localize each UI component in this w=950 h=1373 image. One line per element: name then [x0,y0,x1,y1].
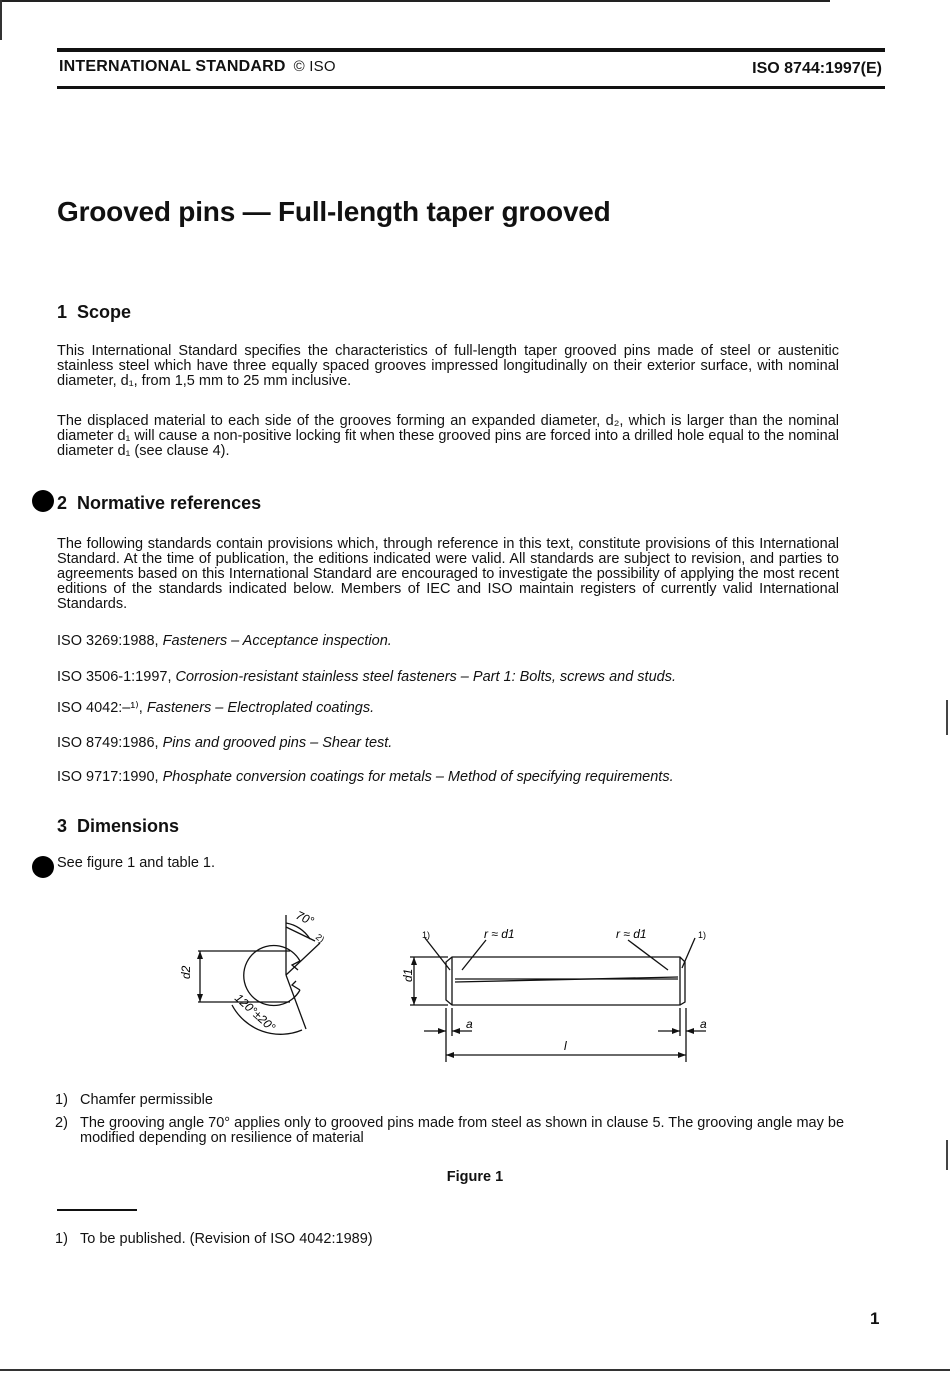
figure-caption: Figure 1 [446,1169,504,1185]
label-d2: d2 [179,965,193,979]
footnote-rule [57,1209,137,1211]
label-d1: d1 [401,968,415,982]
figure-note: 1) Chamfer permissible [55,1092,213,1108]
footnote: 1) To be published. (Revision of ISO 4042:1989) [55,1231,373,1247]
label-r-left: r ≈ d1 [484,927,515,941]
scan-edge-bottom [0,1369,950,1371]
document-title: Grooved pins — Full-length taper grooved [57,196,611,227]
header-document-number: ISO 8744:1997(E) [752,60,882,77]
scope-paragraph-1: This International Standard specifies the characteristics of full-length taper grooved pins made of steel or austenitic stainless steel which have three equally spaced grooves impressed longitudinally on their exterior surface, with nominal diameter, d₁, from 1,5 mm to 25 mm inclusive. [57,343,839,389]
figure-note: 2) The grooving angle 70° applies only to grooved pins made from steel as shown in clause 5. The grooving angle may be modified depending on resilience of material [55,1115,845,1146]
header-rule-top [57,48,885,52]
reference-item: ISO 3506-1:1997, Corrosion-resistant stainless steel fasteners – Part 1: Bolts, screws and studs. [57,669,676,685]
figure-1-side-view [400,920,730,1070]
reference-item: ISO 9717:1990, Phosphate conversion coatings for metals – Method of specifying requirements. [57,769,674,785]
label-length: l [564,1039,567,1053]
normative-intro-paragraph: The following standards contain provisions which, through reference in this text, constitute provisions of this International Standard. At the time of publication, the editions indicated were valid. All standards are subject to revision, and parties to agreements based on this International Standard are encouraged to investigate the possibility of applying the most recent editions of the standards indicated below. Members of IEC and ISO maintain registers of currently valid International Standards. [57,536,839,612]
revision-bullet-icon [32,856,54,878]
header-left [59,58,336,76]
revision-bullet-icon [32,490,54,512]
scope-paragraph-2: The displaced material to each side of the grooves forming an expanded diameter, d₂, which is larger than the nominal diameter d₁ will cause a non-positive locking fit when these grooved pins are forced into a drilled hole equal to the nominal diameter d₁ (see clause 4). [57,413,839,459]
section-heading-dimensions: 3 Dimensions [57,816,180,836]
header-standard-label: INTERNATIONAL STANDARD [59,58,286,75]
label-angle-120: 120°±20° [231,990,279,1035]
label-a-right: a [700,1017,707,1031]
header-rule-bottom [57,86,885,89]
dimensions-text: See figure 1 and table 1. [57,855,216,871]
label-angle-70: 70° [293,908,317,929]
page-number: 1 [870,1309,880,1328]
label-note-1-right: 1) [698,930,707,940]
scan-edge-top [0,0,830,2]
reference-item: ISO 3269:1988, Fasteners – Acceptance inspection. [57,633,392,649]
scan-edge-left [0,0,2,40]
section-heading-normative-references: 2 Normative references [57,493,262,513]
label-note-1-left: 1) [422,930,431,940]
reference-item: ISO 8749:1986, Pins and grooved pins – Shear test. [57,735,393,751]
scan-edge-right [946,700,948,735]
figure-1-cross-section [170,905,340,1045]
label-r-right: r ≈ d1 [616,927,647,941]
label-angle-70-note: 2) [313,931,327,945]
header-copyright: © ISO [293,58,336,75]
section-heading-scope: 1 Scope [57,302,132,322]
scan-edge-right-lower [946,1140,948,1170]
reference-item: ISO 4042:–¹⁾, Fasteners – Electroplated coatings. [57,700,375,716]
label-a-left: a [466,1017,473,1031]
